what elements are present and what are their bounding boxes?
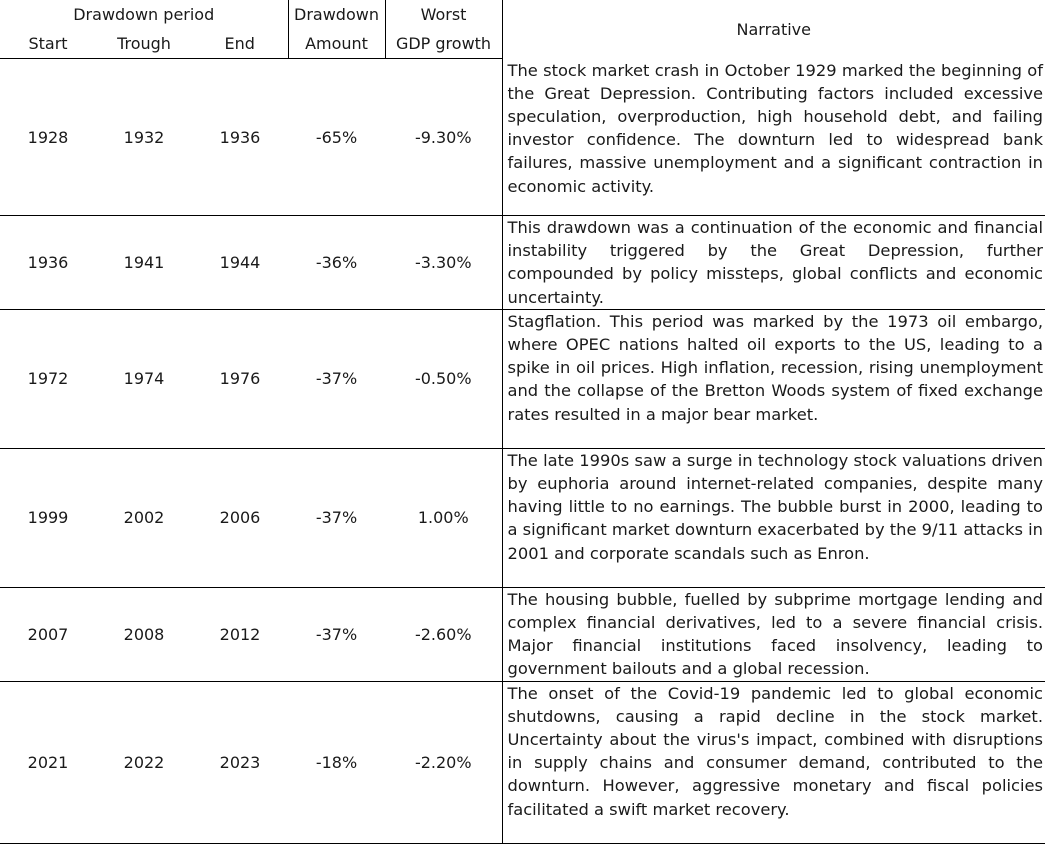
trough-year: 2022 [96, 681, 192, 843]
drawdown-amount: -65% [288, 59, 385, 216]
end-year: 1944 [192, 216, 288, 310]
table-header [0, 0, 1045, 59]
trough-year: 2008 [96, 587, 192, 681]
trough-year: 1974 [96, 309, 192, 448]
start-year: 1972 [0, 309, 96, 448]
table-row [0, 587, 1045, 681]
header-drawdown-top: Drawdown [288, 0, 385, 29]
worst-gdp-growth: 1.00% [385, 448, 502, 587]
header-drawdown-period: Drawdown period [73, 5, 215, 24]
worst-gdp-growth: -2.20% [385, 681, 502, 843]
worst-gdp-growth: -9.30% [385, 59, 502, 216]
narrative-text: The late 1990s saw a surge in technology stock valuations driven by euphoria around internet-related companies, despite many having little to no earnings. The bubble burst in 2000, leading to a significant market downturn exacerbated by the 9/11 attacks in 2001 and corporate scandals such as Enron. [502, 448, 1045, 587]
table-body [0, 59, 1045, 844]
start-year: 2007 [0, 587, 96, 681]
worst-gdp-growth: -2.60% [385, 587, 502, 681]
start-year: 1928 [0, 59, 96, 216]
header-worst-top: Worst [385, 0, 502, 29]
worst-gdp-growth: -0.50% [385, 309, 502, 448]
narrative-text: Stagflation. This period was marked by the 1973 oil embargo, where OPEC nations halted oil exports to the US, leading to a spike in oil prices. High inflation, recession, rising unemployment and the collapse of the Bretton Woods system of fixed exchange rates resulted in a major bear market. [502, 309, 1045, 448]
end-year: 2006 [192, 448, 288, 587]
trough-year: 1941 [96, 216, 192, 310]
header-end: End [192, 29, 288, 59]
worst-gdp-growth: -3.30% [385, 216, 502, 310]
table-row [0, 448, 1045, 587]
table-row [0, 216, 1045, 310]
start-year: 1999 [0, 448, 96, 587]
header-start: Start [0, 29, 96, 59]
narrative-text: The stock market crash in October 1929 marked the beginning of the Great Depression. Contributing factors included excessive speculation, overproduction, high household debt, and failing investor confidence. The downturn led to widespread bank failures, massive unemployment and a significant contraction in economic activity. [502, 59, 1045, 216]
drawdown-amount: -37% [288, 448, 385, 587]
table-row [0, 681, 1045, 843]
narrative-text: The onset of the Covid-19 pandemic led to global economic shutdowns, causing a rapid decline in the stock market. Uncertainty about the virus's impact, combined with disruptions in supply chains and consumer demand, contributed to the downturn. However, aggressive monetary and fiscal policies facilitated a swift market recovery. [502, 681, 1045, 843]
table-row [0, 59, 1045, 216]
header-drawdown-amount: Amount [288, 29, 385, 59]
drawdown-amount: -18% [288, 681, 385, 843]
end-year: 2023 [192, 681, 288, 843]
header-narrative: Narrative [502, 0, 1045, 59]
table-row [0, 309, 1045, 448]
drawdown-amount: -37% [288, 587, 385, 681]
header-trough: Trough [96, 29, 192, 59]
narrative-text: This drawdown was a continuation of the economic and financial instability triggered by the Great Depression, further compounded by policy missteps, global conflicts and economic uncertainty. [502, 216, 1045, 310]
narrative-text: The housing bubble, fuelled by subprime mortgage lending and complex financial derivatives, led to a severe financial crisis. Major financial institutions faced insolvency, leading to government bailouts and a global recession. [502, 587, 1045, 681]
trough-year: 2002 [96, 448, 192, 587]
header-worst-gdp-growth: GDP growth [385, 29, 502, 59]
start-year: 2021 [0, 681, 96, 843]
end-year: 1976 [192, 309, 288, 448]
trough-year: 1932 [96, 59, 192, 216]
drawdown-amount: -36% [288, 216, 385, 310]
end-year: 1936 [192, 59, 288, 216]
end-year: 2012 [192, 587, 288, 681]
drawdown-amount: -37% [288, 309, 385, 448]
start-year: 1936 [0, 216, 96, 310]
